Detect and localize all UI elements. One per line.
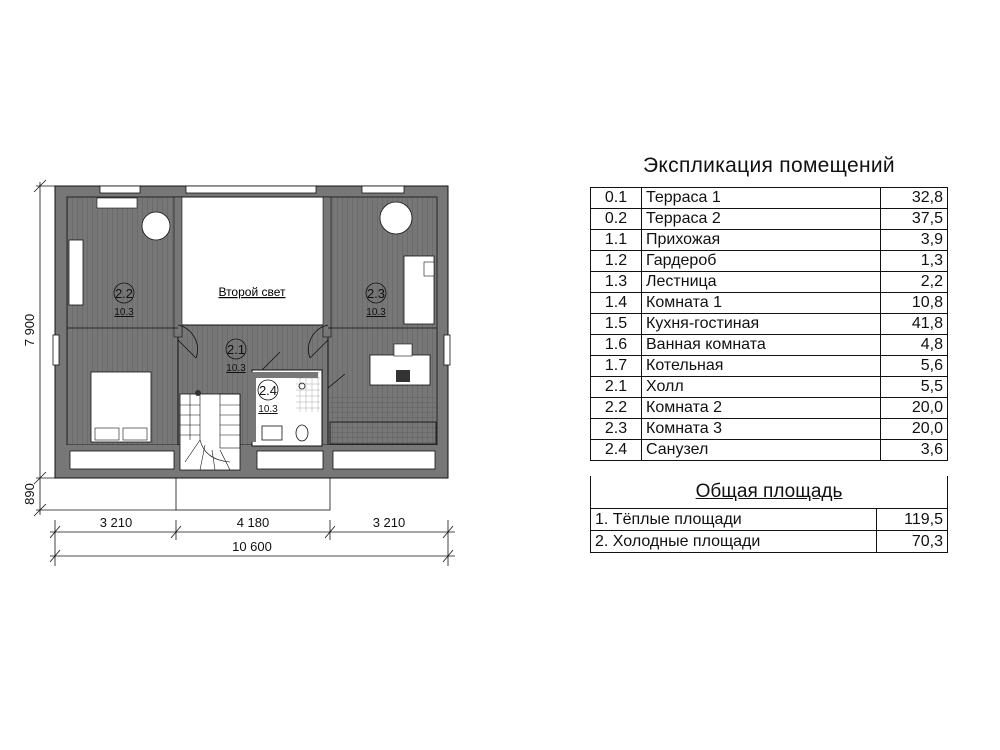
round-table-right bbox=[380, 202, 412, 234]
explication-cell-name: Кухня-гостиная bbox=[642, 314, 881, 335]
bench-right bbox=[330, 422, 436, 444]
explication-cell-area: 20,0 bbox=[881, 419, 948, 440]
explication-row bbox=[591, 251, 948, 272]
explication-cell-code: 1.4 bbox=[591, 293, 642, 314]
inner-wall-left bbox=[174, 197, 182, 337]
explication-row bbox=[591, 314, 948, 335]
explication-cell-area: 20,0 bbox=[881, 398, 948, 419]
explication-cell-area: 1,3 bbox=[881, 251, 948, 272]
height-porch-dim: 890 bbox=[22, 483, 37, 505]
explication-row bbox=[591, 356, 948, 377]
explication-cell-code: 2.3 bbox=[591, 419, 642, 440]
svg-text:10.3: 10.3 bbox=[226, 363, 246, 374]
explication-cell-code: 1.6 bbox=[591, 335, 642, 356]
left-width-dim: 3 210 bbox=[99, 515, 133, 530]
explication-cell-code: 0.1 bbox=[591, 188, 642, 209]
explication-cell-code: 2.2 bbox=[591, 398, 642, 419]
explication-cell-name: Комната 1 bbox=[642, 293, 881, 314]
svg-text:2.3: 2.3 bbox=[366, 286, 386, 301]
explication-cell-name: Котельная bbox=[642, 356, 881, 377]
explication-cell-code: 1.2 bbox=[591, 251, 642, 272]
summary-row bbox=[591, 509, 948, 531]
explication-cell-code: 1.1 bbox=[591, 230, 642, 251]
summary-row bbox=[591, 531, 948, 553]
explication-cell-area: 32,8 bbox=[881, 188, 948, 209]
porch bbox=[176, 478, 330, 510]
summary-cell-area: 119,5 bbox=[877, 509, 948, 531]
explication-row bbox=[591, 440, 948, 461]
right-width-dim: 3 210 bbox=[372, 515, 406, 530]
room-label-2-1 bbox=[226, 339, 246, 374]
total-width-dim: 10 600 bbox=[232, 539, 272, 554]
explication-cell-area: 41,8 bbox=[881, 314, 948, 335]
explication-cell-code: 2.1 bbox=[591, 377, 642, 398]
explication-row bbox=[591, 419, 948, 440]
explication-cell-code: 1.3 bbox=[591, 272, 642, 293]
round-table-left bbox=[142, 212, 170, 240]
room-label-2-3 bbox=[366, 283, 386, 318]
explication-cell-name: Холл bbox=[642, 377, 881, 398]
svg-text:2.1: 2.1 bbox=[226, 342, 246, 357]
mid-width-dim: 4 180 bbox=[236, 515, 270, 530]
second-light-void bbox=[178, 197, 328, 325]
svg-text:10.3: 10.3 bbox=[258, 404, 278, 415]
explication-row bbox=[591, 377, 948, 398]
explication-cell-name: Комната 2 bbox=[642, 398, 881, 419]
explication-cell-area: 5,5 bbox=[881, 377, 948, 398]
explication-title: Экспликация помещений bbox=[643, 154, 895, 177]
explication-cell-area: 3,6 bbox=[881, 440, 948, 461]
explication-row bbox=[591, 209, 948, 230]
summary-title-text: Общая площадь bbox=[695, 481, 843, 502]
summary-cell-name: 2. Холодные площади bbox=[591, 531, 877, 553]
explication-cell-area: 37,5 bbox=[881, 209, 948, 230]
explication-cell-area: 10,8 bbox=[881, 293, 948, 314]
explication-cell-name: Терраса 2 bbox=[642, 209, 881, 230]
explication-cell-area: 3,9 bbox=[881, 230, 948, 251]
summary-title bbox=[590, 476, 948, 508]
explication-cell-area: 4,8 bbox=[881, 335, 948, 356]
summary-cell-name: 1. Тёплые площади bbox=[591, 509, 877, 531]
room-label-2-2 bbox=[114, 283, 134, 318]
explication-cell-name: Гардероб bbox=[642, 251, 881, 272]
explication-cell-name: Ванная комната bbox=[642, 335, 881, 356]
explication-row bbox=[591, 272, 948, 293]
room-label-2-4 bbox=[258, 380, 278, 415]
explication-row bbox=[591, 188, 948, 209]
summary-cell-area: 70,3 bbox=[877, 531, 948, 553]
explication-cell-area: 2,2 bbox=[881, 272, 948, 293]
summary-table bbox=[590, 508, 948, 553]
svg-text:10.3: 10.3 bbox=[366, 307, 386, 318]
explication-cell-code: 0.2 bbox=[591, 209, 642, 230]
second-light-label: Второй свет bbox=[218, 285, 286, 299]
explication-cell-name: Терраса 1 bbox=[642, 188, 881, 209]
explication-row bbox=[591, 398, 948, 419]
explication-row bbox=[591, 230, 948, 251]
wardrobe-left bbox=[69, 240, 83, 305]
staircase bbox=[180, 394, 240, 470]
svg-text:10.3: 10.3 bbox=[114, 307, 134, 318]
explication-cell-name: Прихожая bbox=[642, 230, 881, 251]
explication-row bbox=[591, 293, 948, 314]
svg-text:2.2: 2.2 bbox=[114, 286, 134, 301]
svg-text:2.4: 2.4 bbox=[258, 383, 278, 398]
explication-cell-code: 2.4 bbox=[591, 440, 642, 461]
explication-cell-name: Санузел bbox=[642, 440, 881, 461]
explication-cell-name: Комната 3 bbox=[642, 419, 881, 440]
explication-table bbox=[590, 187, 948, 461]
explication-cell-code: 1.5 bbox=[591, 314, 642, 335]
height-main-dim: 7 900 bbox=[22, 313, 37, 347]
explication-cell-area: 5,6 bbox=[881, 356, 948, 377]
explication-cell-code: 1.7 bbox=[591, 356, 642, 377]
explication-row bbox=[591, 335, 948, 356]
explication-cell-name: Лестница bbox=[642, 272, 881, 293]
inner-wall-right bbox=[323, 197, 331, 337]
